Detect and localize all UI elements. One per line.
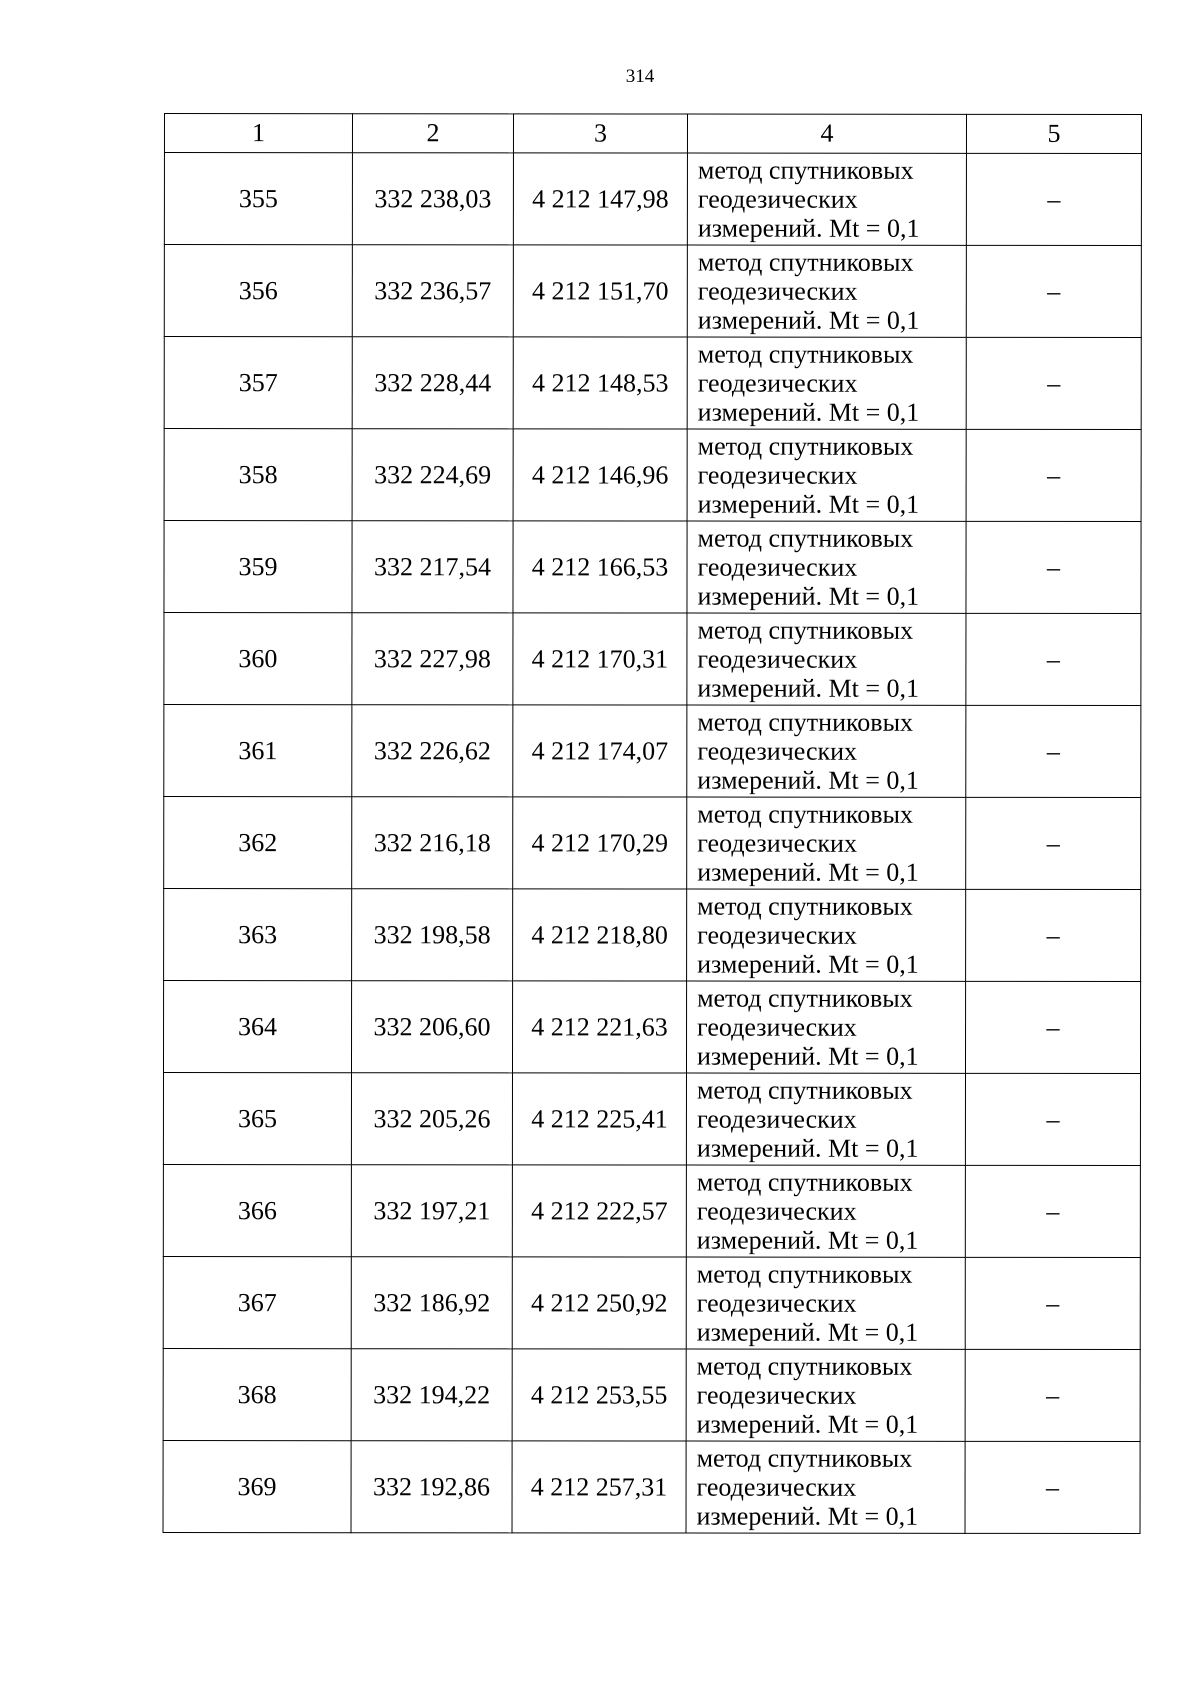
y-coordinate-cell: 4 212 250,92 bbox=[512, 1257, 686, 1349]
method-line: метод спутниковых bbox=[696, 1259, 913, 1289]
table-row bbox=[163, 1348, 1140, 1441]
note-cell: – bbox=[965, 1073, 1140, 1165]
method-line: измерений. Mt = 0,1 bbox=[696, 1133, 919, 1163]
note-cell: – bbox=[966, 613, 1141, 705]
table-row bbox=[164, 153, 1141, 246]
method-line: измерений. Mt = 0,1 bbox=[696, 1225, 919, 1255]
y-coordinate-cell: 4 212 146,96 bbox=[513, 429, 687, 521]
note-cell: – bbox=[965, 981, 1140, 1073]
note-cell: – bbox=[965, 1349, 1140, 1441]
method-cell bbox=[686, 1441, 965, 1533]
method-line: метод спутниковых bbox=[697, 523, 914, 553]
method-line: геодезических bbox=[696, 1104, 857, 1134]
x-coordinate-cell: 332 227,98 bbox=[352, 613, 513, 705]
column-header-1: 1 bbox=[164, 114, 352, 153]
method-cell bbox=[687, 705, 966, 797]
method-cell bbox=[687, 337, 966, 429]
table-row bbox=[164, 705, 1141, 798]
method-line: геодезических bbox=[697, 1012, 857, 1042]
method-cell bbox=[687, 245, 966, 337]
method-line: измерений. Mt = 0,1 bbox=[697, 397, 920, 427]
note-cell: – bbox=[965, 1257, 1140, 1349]
y-coordinate-cell: 4 212 166,53 bbox=[513, 521, 687, 613]
y-coordinate-cell: 4 212 148,53 bbox=[513, 337, 687, 429]
point-number-cell: 358 bbox=[164, 429, 352, 521]
coordinates-table bbox=[163, 113, 1142, 1534]
point-number-cell: 365 bbox=[163, 1073, 351, 1165]
column-header-5: 5 bbox=[966, 114, 1141, 153]
method-line: геодезических bbox=[697, 644, 858, 674]
note-cell: – bbox=[966, 153, 1141, 245]
method-line: метод спутниковых bbox=[697, 155, 914, 185]
method-cell bbox=[687, 153, 966, 245]
y-coordinate-cell: 4 212 170,29 bbox=[513, 797, 687, 889]
y-coordinate-cell: 4 212 253,55 bbox=[512, 1349, 686, 1441]
method-line: геодезических bbox=[697, 736, 858, 766]
method-cell bbox=[686, 1349, 965, 1441]
method-line: метод спутниковых bbox=[696, 1443, 913, 1473]
x-coordinate-cell: 332 238,03 bbox=[352, 153, 513, 245]
method-line: измерений. Mt = 0,1 bbox=[697, 489, 920, 519]
method-line: геодезических bbox=[697, 552, 858, 582]
method-line: измерений. Mt = 0,1 bbox=[697, 949, 919, 979]
method-line: геодезических bbox=[697, 276, 858, 306]
page-number: 314 bbox=[625, 66, 655, 87]
point-number-cell: 357 bbox=[164, 337, 352, 429]
method-line: метод спутниковых bbox=[696, 1351, 913, 1381]
method-line: метод спутниковых bbox=[697, 339, 914, 369]
method-cell bbox=[687, 521, 966, 613]
method-line: метод спутниковых bbox=[696, 1075, 913, 1105]
y-coordinate-cell: 4 212 225,41 bbox=[512, 1073, 686, 1165]
method-line: измерений. Mt = 0,1 bbox=[697, 213, 920, 243]
y-coordinate-cell: 4 212 257,31 bbox=[512, 1441, 686, 1533]
y-coordinate-cell: 4 212 221,63 bbox=[512, 981, 686, 1073]
x-coordinate-cell: 332 226,62 bbox=[352, 705, 513, 797]
point-number-cell: 369 bbox=[163, 1440, 351, 1532]
note-cell: – bbox=[966, 245, 1141, 337]
method-line: геодезических bbox=[697, 184, 858, 214]
y-coordinate-cell: 4 212 222,57 bbox=[512, 1165, 686, 1257]
method-line: геодезических bbox=[697, 920, 857, 950]
point-number-cell: 364 bbox=[163, 981, 351, 1073]
note-cell: – bbox=[966, 889, 1141, 981]
table-row bbox=[164, 521, 1141, 614]
method-line: измерений. Mt = 0,1 bbox=[697, 857, 919, 887]
note-cell: – bbox=[966, 337, 1141, 429]
method-line: геодезических bbox=[696, 1288, 857, 1318]
note-cell: – bbox=[965, 1165, 1140, 1257]
method-cell bbox=[686, 1257, 965, 1349]
point-number-cell: 363 bbox=[164, 889, 352, 981]
point-number-cell: 361 bbox=[164, 705, 352, 797]
x-coordinate-cell: 332 216,18 bbox=[352, 797, 513, 889]
method-line: измерений. Mt = 0,1 bbox=[697, 581, 920, 611]
x-coordinate-cell: 332 194,22 bbox=[351, 1349, 512, 1441]
point-number-cell: 359 bbox=[164, 521, 352, 613]
method-line: метод спутниковых bbox=[697, 615, 914, 645]
method-line: метод спутниковых bbox=[697, 431, 914, 461]
table-header-row bbox=[164, 114, 1141, 154]
method-line: метод спутниковых bbox=[696, 1167, 913, 1197]
method-line: метод спутниковых bbox=[697, 247, 914, 277]
x-coordinate-cell: 332 206,60 bbox=[351, 981, 512, 1073]
table-row bbox=[163, 981, 1140, 1074]
method-line: измерений. Mt = 0,1 bbox=[696, 1317, 919, 1347]
method-cell bbox=[687, 429, 966, 521]
table-row bbox=[163, 1165, 1140, 1258]
x-coordinate-cell: 332 198,58 bbox=[352, 889, 513, 981]
column-header-3: 3 bbox=[513, 114, 687, 153]
y-coordinate-cell: 4 212 218,80 bbox=[513, 889, 687, 981]
method-line: геодезических bbox=[696, 1196, 857, 1226]
table-row bbox=[164, 613, 1141, 706]
point-number-cell: 360 bbox=[164, 613, 352, 705]
column-header-2: 2 bbox=[352, 114, 513, 153]
x-coordinate-cell: 332 186,92 bbox=[351, 1257, 512, 1349]
x-coordinate-cell: 332 228,44 bbox=[352, 337, 513, 429]
table-row bbox=[164, 889, 1141, 982]
note-cell: – bbox=[966, 521, 1141, 613]
y-coordinate-cell: 4 212 151,70 bbox=[513, 245, 687, 337]
point-number-cell: 355 bbox=[164, 153, 352, 245]
note-cell: – bbox=[966, 705, 1141, 797]
method-line: измерений. Mt = 0,1 bbox=[697, 305, 920, 335]
x-coordinate-cell: 332 205,26 bbox=[351, 1073, 512, 1165]
x-coordinate-cell: 332 217,54 bbox=[352, 521, 513, 613]
method-line: геодезических bbox=[696, 1472, 857, 1502]
table-row bbox=[164, 337, 1141, 430]
y-coordinate-cell: 4 212 170,31 bbox=[513, 613, 687, 705]
point-number-cell: 367 bbox=[163, 1256, 351, 1348]
point-number-cell: 366 bbox=[163, 1165, 351, 1257]
method-line: метод спутниковых bbox=[697, 707, 914, 737]
method-line: метод спутниковых bbox=[697, 799, 913, 829]
method-cell bbox=[686, 981, 965, 1073]
method-cell bbox=[686, 1165, 965, 1257]
method-line: измерений. Mt = 0,1 bbox=[696, 1409, 919, 1439]
y-coordinate-cell: 4 212 174,07 bbox=[513, 705, 687, 797]
method-cell bbox=[687, 797, 966, 889]
note-cell: – bbox=[966, 797, 1141, 889]
table-row bbox=[163, 1256, 1140, 1349]
point-number-cell: 368 bbox=[163, 1348, 351, 1440]
x-coordinate-cell: 332 236,57 bbox=[352, 245, 513, 337]
point-number-cell: 356 bbox=[164, 245, 352, 337]
method-line: геодезических bbox=[697, 368, 858, 398]
method-line: измерений. Mt = 0,1 bbox=[697, 765, 919, 795]
method-line: измерений. Mt = 0,1 bbox=[696, 1041, 919, 1071]
method-line: геодезических bbox=[697, 828, 857, 858]
table-row bbox=[164, 797, 1141, 890]
table-row bbox=[163, 1440, 1140, 1533]
table-row bbox=[164, 429, 1141, 522]
method-line: метод спутниковых bbox=[697, 891, 913, 921]
x-coordinate-cell: 332 192,86 bbox=[351, 1441, 512, 1533]
method-cell bbox=[686, 1073, 965, 1165]
x-coordinate-cell: 332 197,21 bbox=[351, 1165, 512, 1257]
method-line: геодезических bbox=[697, 460, 858, 490]
method-cell bbox=[687, 889, 966, 981]
table-row bbox=[163, 1073, 1140, 1166]
method-line: измерений. Mt = 0,1 bbox=[697, 673, 920, 703]
point-number-cell: 362 bbox=[164, 797, 352, 889]
note-cell: – bbox=[966, 429, 1141, 521]
note-cell: – bbox=[965, 1441, 1140, 1533]
method-line: измерений. Mt = 0,1 bbox=[696, 1501, 919, 1531]
method-line: метод спутниковых bbox=[697, 983, 913, 1013]
y-coordinate-cell: 4 212 147,98 bbox=[513, 153, 687, 245]
method-line: геодезических bbox=[696, 1380, 857, 1410]
table-body bbox=[163, 153, 1141, 1534]
method-cell bbox=[687, 613, 966, 705]
column-header-4: 4 bbox=[687, 114, 966, 153]
table-row bbox=[164, 245, 1141, 338]
x-coordinate-cell: 332 224,69 bbox=[352, 429, 513, 521]
